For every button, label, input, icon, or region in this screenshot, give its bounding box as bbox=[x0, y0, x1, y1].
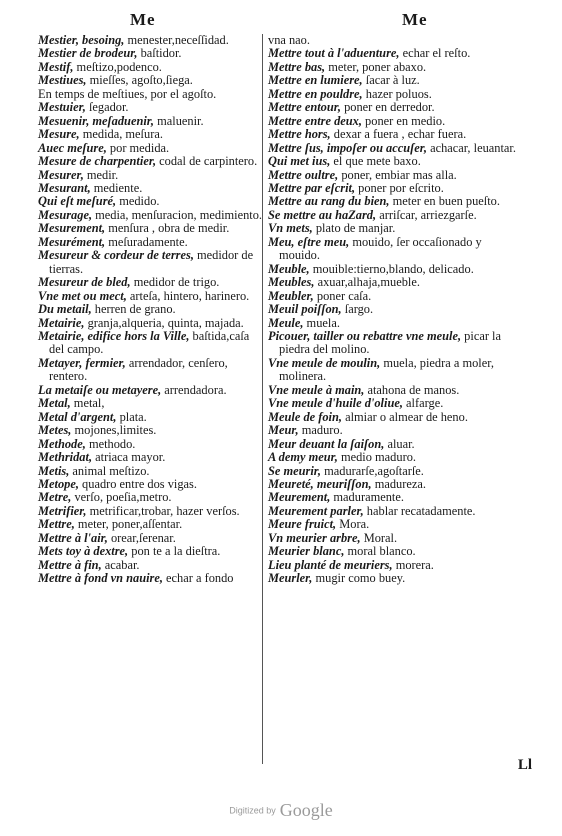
entry-headword: Meu, eſtre meu, bbox=[268, 234, 350, 249]
entry-definition: el que mete baxo. bbox=[330, 154, 421, 169]
dictionary-entry bbox=[268, 34, 524, 47]
dictionary-entry bbox=[268, 438, 524, 451]
entry-definition: vna nao. bbox=[268, 33, 310, 47]
dictionary-entry bbox=[268, 518, 524, 531]
entry-headword: Se mettre au haZard, bbox=[268, 207, 377, 222]
entry-headword: Mesureur de bled, bbox=[38, 275, 131, 290]
entry-definition: medir. bbox=[83, 167, 119, 182]
entry-headword: Mesurant, bbox=[38, 180, 91, 195]
dictionary-entry bbox=[38, 34, 264, 47]
entry-definition: maluenir. bbox=[154, 113, 204, 128]
dictionary-entry bbox=[38, 169, 264, 182]
entry-definition: pon te a la dieſtra. bbox=[128, 544, 221, 559]
dictionary-entry bbox=[38, 559, 264, 572]
dictionary-entry bbox=[268, 182, 524, 195]
entry-headword: Mettre entour, bbox=[268, 100, 341, 115]
entry-headword: Meule, bbox=[268, 315, 304, 330]
entry-definition: ſegador. bbox=[85, 100, 129, 115]
entry-headword: Mesuenir, meſaduenir, bbox=[38, 113, 155, 128]
entry-definition: axuar,alhaja,mueble. bbox=[314, 275, 420, 290]
entry-headword: Mestier de brodeur, bbox=[38, 46, 138, 61]
entry-headword: Meurement, bbox=[268, 490, 331, 505]
dictionary-entry bbox=[38, 397, 264, 410]
entry-headword: Mettre en pouldre, bbox=[268, 86, 363, 101]
entry-headword: Metrifier, bbox=[38, 503, 87, 518]
entry-headword: Meuil poiſſon, bbox=[268, 302, 342, 317]
entry-definition: achacar, leuantar. bbox=[427, 140, 516, 155]
entry-definition: picar la piedra del molino. bbox=[279, 328, 501, 357]
entry-headword: Meubles, bbox=[268, 275, 315, 290]
dictionary-entry bbox=[38, 182, 264, 195]
dictionary-entry bbox=[268, 303, 524, 316]
running-head-right: Me bbox=[402, 10, 428, 29]
entry-definition: medido. bbox=[116, 194, 160, 209]
entry-headword: Mesurer, bbox=[38, 167, 84, 182]
dictionary-entry bbox=[268, 384, 524, 397]
entry-definition: dexar a fuera , echar fuera. bbox=[330, 127, 467, 142]
entry-definition: ſacar à luz. bbox=[362, 73, 420, 88]
entry-headword: Mesurement, bbox=[38, 221, 106, 236]
dictionary-entry bbox=[38, 532, 264, 545]
entry-headword: Meur, bbox=[268, 423, 299, 438]
entry-headword: Mets toy à dextre, bbox=[38, 544, 129, 559]
dictionary-entry bbox=[268, 236, 524, 263]
dictionary-entry bbox=[268, 317, 524, 330]
entry-definition: baſtidor. bbox=[137, 46, 182, 61]
entry-definition: meſuradamente. bbox=[105, 234, 188, 249]
dictionary-entry bbox=[268, 290, 524, 303]
entry-definition: verſo, poeſia,metro. bbox=[71, 490, 172, 505]
dictionary-entry bbox=[38, 505, 264, 518]
entry-headword: Mettre à fond vn nauire, bbox=[38, 571, 163, 586]
entry-headword: Mettre ſus, impoſer ou accuſer, bbox=[268, 140, 428, 155]
dictionary-entry bbox=[38, 491, 264, 504]
entry-definition: echar el reſto. bbox=[399, 46, 471, 61]
entry-headword: Meubler, bbox=[268, 288, 314, 303]
entry-definition: echar a fondo bbox=[162, 571, 234, 586]
dictionary-entry bbox=[268, 478, 524, 491]
digitized-label: Digitized by bbox=[229, 805, 276, 816]
dictionary-entry bbox=[38, 74, 264, 87]
entry-headword: Qui eſt meſuré, bbox=[38, 194, 117, 209]
dictionary-entry bbox=[268, 532, 524, 545]
entry-definition: arrendador, cenſero, rentero. bbox=[49, 355, 228, 384]
entry-headword: Mesureur & cordeur de terres, bbox=[38, 248, 194, 263]
dictionary-entry bbox=[38, 518, 264, 531]
entry-headword: Qui met ius, bbox=[268, 154, 331, 169]
entry-definition: madurarſe,agoſtarſe. bbox=[321, 463, 424, 478]
entry-definition: moral blanco. bbox=[344, 544, 416, 559]
dictionary-entry bbox=[268, 209, 524, 222]
entry-headword: Mestif, bbox=[38, 59, 74, 74]
entry-headword: Mettre oultre, bbox=[268, 167, 339, 182]
dictionary-entry bbox=[268, 559, 524, 572]
entry-headword: Mettre bas, bbox=[268, 59, 326, 74]
entry-definition: orear,ſerenar. bbox=[107, 530, 176, 545]
dictionary-entry bbox=[38, 384, 264, 397]
dictionary-entry bbox=[38, 465, 264, 478]
entry-headword: Meurement parler, bbox=[268, 503, 364, 518]
entry-definition: almiar o almear de heno. bbox=[342, 409, 468, 424]
entry-definition: hazer poluos. bbox=[362, 86, 432, 101]
signature-mark: Ll bbox=[517, 757, 532, 773]
dictionary-entry bbox=[268, 128, 524, 141]
dictionary-entry bbox=[38, 357, 264, 384]
google-wordmark: Google bbox=[279, 800, 333, 820]
dictionary-entry bbox=[268, 572, 524, 585]
entry-headword: Metal, bbox=[38, 396, 71, 411]
dictionary-entry bbox=[268, 61, 524, 74]
dictionary-entry bbox=[38, 47, 264, 60]
entry-definition: methodo. bbox=[85, 436, 136, 451]
entry-definition: mugir como buey. bbox=[312, 571, 406, 586]
dictionary-entry bbox=[38, 451, 264, 464]
entry-headword: Mettre, bbox=[38, 517, 75, 532]
entry-definition: atriaca mayor. bbox=[92, 450, 166, 465]
dictionary-entry bbox=[268, 411, 524, 424]
entry-headword: Vn meurier arbre, bbox=[268, 530, 361, 545]
entry-definition: poner por eſcrito. bbox=[355, 180, 444, 195]
entry-definition: media, menſuracion, medimiento. bbox=[92, 207, 263, 222]
entry-headword: Metre, bbox=[38, 490, 72, 505]
entry-headword: Meuble, bbox=[268, 261, 310, 276]
dictionary-entry bbox=[268, 545, 524, 558]
entry-definition: poner en derredor. bbox=[340, 100, 435, 115]
dictionary-entry bbox=[38, 209, 264, 222]
entry-definition: mojones,limites. bbox=[71, 423, 157, 438]
entry-headword: Metairie, edifice hors la Ville, bbox=[38, 328, 190, 343]
entry-headword: Mesurément, bbox=[38, 234, 106, 249]
entry-headword: Metope, bbox=[38, 476, 79, 491]
entry-definition: maduro. bbox=[298, 423, 343, 438]
entry-definition: medida, meſura. bbox=[79, 127, 163, 142]
entry-headword: La metaiſe ou metayere, bbox=[38, 382, 162, 397]
entry-headword: Vn mets, bbox=[268, 221, 313, 236]
entry-definition: ſargo. bbox=[341, 302, 374, 317]
entry-definition: animal meſtizo. bbox=[69, 463, 150, 478]
entry-definition: medidor de tierras. bbox=[49, 248, 254, 276]
entry-definition: meſtizo,podenco. bbox=[73, 59, 162, 74]
digitized-footer bbox=[0, 800, 562, 821]
entry-definition: menester,neceſſidad. bbox=[124, 33, 229, 47]
dictionary-entry bbox=[268, 142, 524, 155]
entry-definition: medio maduro. bbox=[337, 450, 416, 465]
entry-definition: Mora. bbox=[336, 517, 370, 532]
entry-definition: quadro entre dos vigas. bbox=[78, 476, 197, 491]
dictionary-entry bbox=[268, 74, 524, 87]
entry-headword: Picouer, tailler ou rebattre vne meule, bbox=[268, 328, 462, 343]
dictionary-entry bbox=[38, 236, 264, 249]
entry-definition: herren de grano. bbox=[91, 302, 176, 317]
entry-definition: metal, bbox=[70, 396, 105, 411]
right-column bbox=[268, 34, 524, 586]
entry-headword: Mestiues, bbox=[38, 73, 87, 88]
entry-headword: Vne meule d'huile d'oliue, bbox=[268, 396, 403, 411]
dictionary-entry bbox=[38, 438, 264, 451]
entry-headword: Meure fruict, bbox=[268, 517, 337, 532]
dictionary-entry bbox=[38, 222, 264, 235]
entry-definition: mediente. bbox=[90, 180, 143, 195]
entry-headword: Methode, bbox=[38, 436, 86, 451]
dictionary-entry bbox=[38, 115, 264, 128]
dictionary-entry bbox=[268, 357, 524, 384]
dictionary-entry bbox=[38, 572, 264, 585]
entry-headword: Mestuier, bbox=[38, 100, 86, 115]
entry-definition: meter, poner abaxo. bbox=[325, 59, 427, 74]
entry-headword: Metal d'argent, bbox=[38, 409, 117, 424]
entry-headword: Meurler, bbox=[268, 571, 313, 586]
entry-headword: Metis, bbox=[38, 463, 70, 478]
entry-definition: codal de carpintero. bbox=[156, 154, 258, 169]
left-column bbox=[38, 34, 264, 586]
dictionary-entry bbox=[268, 195, 524, 208]
entry-headword: A demy meur, bbox=[268, 450, 338, 465]
entry-definition: poner, embiar mas alla. bbox=[338, 167, 457, 182]
dictionary-entry bbox=[38, 478, 264, 491]
dictionary-entry bbox=[268, 505, 524, 518]
entry-headword: Vne met ou mect, bbox=[38, 288, 127, 303]
entry-definition: poner en medio. bbox=[361, 113, 446, 128]
dictionary-entry bbox=[38, 128, 264, 141]
entry-headword: Mettre par eſcrit, bbox=[268, 180, 356, 195]
dictionary-entry bbox=[38, 101, 264, 114]
entry-headword: Mettre en lumiere, bbox=[268, 73, 363, 88]
entry-headword: Metairie, bbox=[38, 315, 85, 330]
entry-definition: meter, poner,aſſentar. bbox=[74, 517, 183, 532]
entry-headword: Se meurir, bbox=[268, 463, 322, 478]
entry-headword: Mettre à l'air, bbox=[38, 530, 108, 545]
dictionary-entry bbox=[38, 142, 264, 155]
entry-headword: Meureté, meuriſſon, bbox=[268, 476, 372, 491]
entry-definition: muela, piedra a moler, molinera. bbox=[279, 355, 494, 384]
entry-definition: medidor de trigo. bbox=[130, 275, 220, 290]
entry-definition: meter en buen pueſto. bbox=[389, 194, 500, 209]
dictionary-entry bbox=[268, 88, 524, 101]
entry-definition: alfarge. bbox=[402, 396, 444, 411]
entry-definition: atahona de manos. bbox=[364, 382, 460, 397]
dictionary-entry bbox=[268, 451, 524, 464]
entry-headword: Meur deuant la ſaiſon, bbox=[268, 436, 385, 451]
entry-definition: aluar. bbox=[384, 436, 415, 451]
dictionary-entry bbox=[268, 465, 524, 478]
dictionary-entry bbox=[268, 169, 524, 182]
dictionary-entry bbox=[38, 411, 264, 424]
dictionary-entry bbox=[268, 424, 524, 437]
entry-definition: metrificar,trobar, hazer verſos. bbox=[86, 503, 240, 518]
entry-headword: Methridat, bbox=[38, 450, 93, 465]
entry-definition: maduramente. bbox=[330, 490, 404, 505]
entry-headword: Du metail, bbox=[38, 302, 92, 317]
entry-definition: plato de manjar. bbox=[312, 221, 396, 236]
dictionary-entry bbox=[38, 276, 264, 289]
dictionary-entry bbox=[38, 317, 264, 330]
entry-definition: arriſcar, arriezgarſe. bbox=[376, 207, 477, 222]
entry-definition: menſura , obra de medir. bbox=[105, 221, 230, 236]
entry-definition: plata. bbox=[116, 409, 147, 424]
dictionary-entry bbox=[268, 155, 524, 168]
entry-definition: morera. bbox=[392, 557, 434, 572]
dictionary-entry bbox=[38, 330, 264, 357]
entry-headword: Auec meſure, bbox=[38, 140, 107, 155]
entry-definition: baſtida,caſa del campo. bbox=[49, 328, 250, 357]
column-divider bbox=[262, 34, 263, 764]
entry-headword: Mettre au rang du bien, bbox=[268, 194, 390, 209]
entry-definition: mouido, ſer occaſionado y mouido. bbox=[279, 234, 482, 263]
entry-definition: acabar. bbox=[101, 557, 140, 572]
dictionary-entry bbox=[38, 88, 264, 101]
entry-definition: hablar recatadamente. bbox=[363, 503, 476, 518]
entry-headword: Lieu planté de meuriers, bbox=[268, 557, 393, 572]
entry-headword: Mettre tout à l'aduenture, bbox=[268, 46, 400, 61]
dictionary-entry bbox=[38, 290, 264, 303]
entry-definition: granja,alqueria, quinta, majada. bbox=[84, 315, 244, 330]
entry-headword: Meurier blanc, bbox=[268, 544, 345, 559]
dictionary-entry bbox=[268, 263, 524, 276]
dictionary-entry bbox=[268, 222, 524, 235]
dictionary-entry bbox=[268, 115, 524, 128]
dictionary-entry bbox=[268, 491, 524, 504]
entry-headword: Mesure, bbox=[38, 127, 80, 142]
entry-headword: Vne meule à main, bbox=[268, 382, 365, 397]
dictionary-entry bbox=[268, 330, 524, 357]
entry-headword: Mettre entre deux, bbox=[268, 113, 362, 128]
dictionary-entry bbox=[38, 303, 264, 316]
entry-headword: Mettre hors, bbox=[268, 127, 331, 142]
entry-headword: Vne meule de moulin, bbox=[268, 355, 381, 370]
entry-definition: madureza. bbox=[371, 476, 426, 491]
dictionary-entry bbox=[38, 545, 264, 558]
entry-definition: poner caſa. bbox=[313, 288, 372, 303]
dictionary-entry bbox=[268, 397, 524, 410]
entry-definition: muela. bbox=[303, 315, 340, 330]
dictionary-entry bbox=[38, 249, 264, 276]
entry-headword: Mestier, besoing, bbox=[38, 33, 125, 47]
entry-headword: Mettre à fin, bbox=[38, 557, 102, 572]
entry-headword: Mesure de charpentier, bbox=[38, 154, 157, 169]
entry-definition: por medida. bbox=[106, 140, 170, 155]
entry-headword: Mesurage, bbox=[38, 207, 93, 222]
dictionary-entry bbox=[268, 47, 524, 60]
entry-definition: En temps de meſtiues, por el agoſto. bbox=[38, 86, 217, 101]
entry-headword: Meule de foin, bbox=[268, 409, 342, 424]
dictionary-entry bbox=[38, 195, 264, 208]
entry-definition: mouible:tierno,blando, delicado. bbox=[309, 261, 474, 276]
entry-definition: Moral. bbox=[360, 530, 398, 545]
entry-headword: Metes, bbox=[38, 423, 72, 438]
entry-headword: Metayer, fermier, bbox=[38, 355, 126, 370]
running-head-left: Me bbox=[130, 10, 156, 29]
dictionary-entry bbox=[268, 276, 524, 289]
dictionary-entry bbox=[38, 424, 264, 437]
entry-definition: arteſa, hintero, harinero. bbox=[126, 288, 250, 303]
entry-definition: mieſſes, agoſto,ſiega. bbox=[86, 73, 193, 88]
dictionary-entry bbox=[38, 61, 264, 74]
dictionary-entry bbox=[268, 101, 524, 114]
entry-definition: arrendadora. bbox=[161, 382, 227, 397]
dictionary-entry bbox=[38, 155, 264, 168]
